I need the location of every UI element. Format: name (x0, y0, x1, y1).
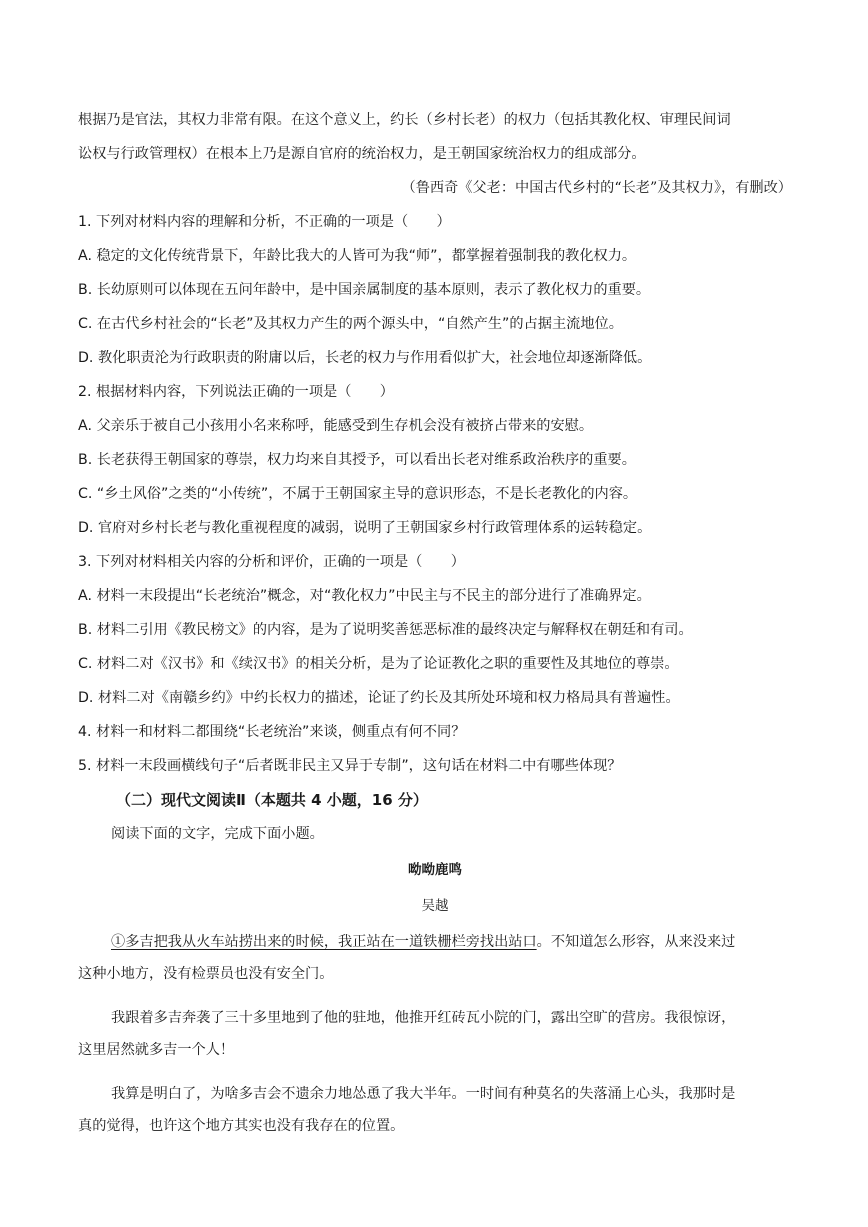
article-paragraph-2 (78, 1002, 792, 1066)
article-paragraph-3 (78, 1078, 792, 1142)
reading-instruction: 阅读下面的文字，完成下面小题。 (111, 826, 324, 842)
citation: （鲁西奇《父老：中国古代乡村的“长老”及其权力》，有删改） (401, 180, 792, 196)
question-2-stem: 2. 根据材料内容，下列说法正确的一项是（ ） (78, 384, 394, 400)
question-3-option-d: D. 材料二对《南赣乡约》中约长权力的描述，论证了约长及其所处环境和权力格局具有普遍性。 (78, 690, 680, 706)
underlined-sentence: ①多吉把我从火车站捞出来的时候，我正站在一道铁栅栏旁找出站口 (111, 934, 537, 950)
question-1-option-a: A. 稳定的文化传统背景下，年龄比我大的人皆可为我“师”，都掌握着强制我的教化权力。 (78, 248, 637, 264)
article-title: 呦呦鹿鸣 (408, 862, 462, 878)
question-3-stem: 3. 下列对材料相关内容的分析和评价，正确的一项是（ ） (78, 554, 465, 570)
intro-line-1: 根据乃是官法，其权力非常有限。在这个意义上，约长（乡村长老）的权力（包括其教化权、审理民间词 (78, 112, 731, 128)
paragraph-1-line-1-rest: 。不知道怎么形容，从来没来过 (536, 934, 736, 950)
paragraph-3-line-2: 真的觉得，也许这个地方其实也没有我存在的位置。 (78, 1118, 405, 1134)
question-1-option-b: B. 长幼原则可以体现在五问年龄中，是中国亲属制度的基本原则，表示了教化权力的重要。 (78, 282, 651, 298)
paragraph-3-line-1: 我算是明白了，为啥多吉会不遗余力地怂恿了我大半年。一时间有种莫名的失落涌上心头，我那时是 (111, 1086, 736, 1102)
question-1-option-d: D. 教化职责沦为行政职责的附庸以后，长老的权力与作用看似扩大，社会地位却逐渐降低。 (78, 350, 652, 366)
question-1-option-c: C. 在古代乡村社会的“长老”及其权力产生的两个源头中，“自然产生”的占据主流地位。 (78, 316, 623, 332)
article-paragraph-1 (78, 926, 792, 990)
question-2-option-b: B. 长老获得王朝国家的尊崇，权力均来自其授予，可以看出长老对维系政治秩序的重要。 (78, 452, 636, 468)
question-2-option-a: A. 父亲乐于被自己小孩用小名来称呼，能感受到生存机会没有被挤占带来的安慰。 (78, 418, 594, 434)
intro-paragraph (78, 108, 792, 200)
question-3-option-b: B. 材料二引用《教民榜文》的内容，是为了说明奖善惩恶标准的最终决定与解释权在朝廷和有司。 (78, 622, 693, 638)
question-4: 4. 材料一和材料二都围绕“长老统治”来谈，侧重点有何不同？ (78, 724, 466, 740)
paragraph-1-line-2: 这种小地方，没有检票员也没有安全门。 (78, 966, 334, 982)
question-5: 5. 材料一末段画横线句子“后者既非民主又异于专制”，这句话在材料二中有哪些体现？ (78, 758, 622, 774)
question-2-option-c: C. “乡土风俗”之类的“小传统”，不属于王朝国家主导的意识形态，不是长老教化的内容。 (78, 486, 638, 502)
article-author: 吴越 (421, 898, 449, 914)
question-list (78, 210, 792, 778)
question-3-option-a: A. 材料一末段提出“长老统治”概念，对“教化权力”中民主与不民主的部分进行了准确界定。 (78, 588, 651, 604)
paragraph-1-line-1 (78, 926, 792, 958)
intro-line-2: 讼权与行政管理权）在根本上乃是源自官府的统治权力，是王朝国家统治权力的组成部分。 (78, 146, 646, 162)
question-1-stem: 1. 下列对材料内容的理解和分析，不正确的一项是（ ） (78, 214, 451, 230)
paragraph-2-line-1: 我跟着多吉奔袭了三十多里地到了他的驻地，他推开红砖瓦小院的门，露出空旷的营房。我很惊讶， (111, 1010, 736, 1026)
paragraph-2-line-2: 这里居然就多吉一个人！ (78, 1042, 235, 1058)
section-heading: （二）现代文阅读Ⅱ（本题共 4 小题，16 分） (116, 791, 428, 809)
question-2-option-d: D. 官府对乡村长老与教化重视程度的减弱，说明了王朝国家乡村行政管理体系的运转稳定。 (78, 520, 652, 536)
question-3-option-c: C. 材料二对《汉书》和《续汉书》的相关分析，是为了论证教化之职的重要性及其地位的尊崇。 (78, 656, 679, 672)
